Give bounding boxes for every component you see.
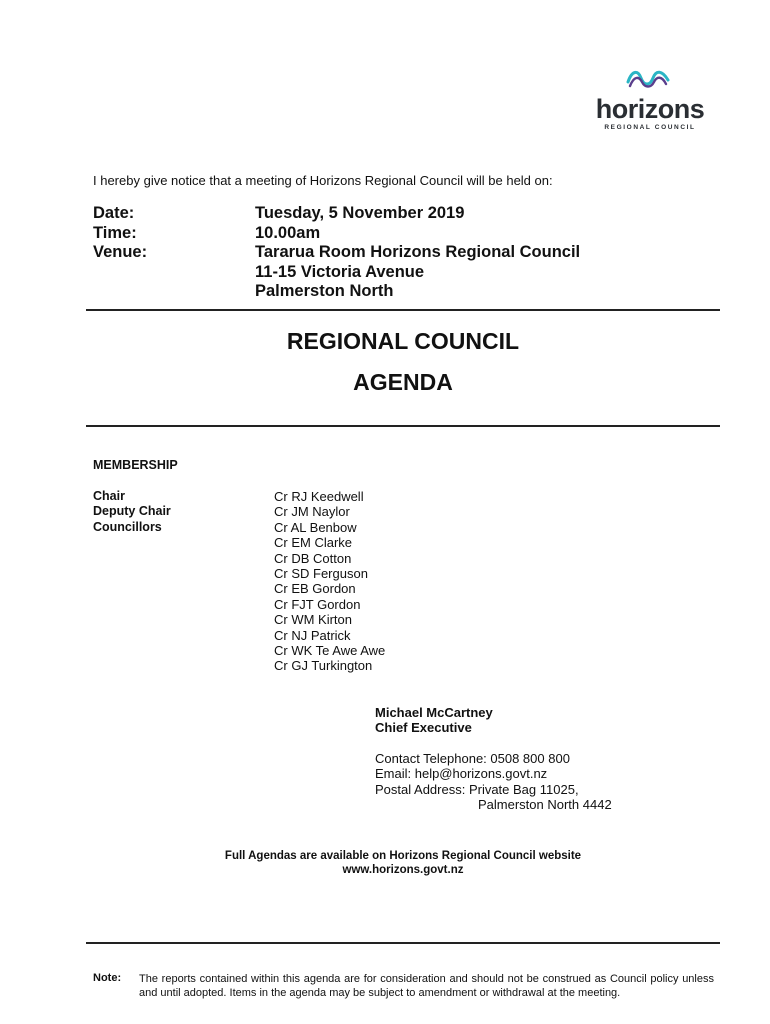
page-title: REGIONAL COUNCIL [286,328,520,354]
contact-telephone: Contact Telephone: 0508 800 800 [375,751,570,766]
note-label: Note: [93,972,122,984]
contact-email: Email: help@horizons.govt.nz [375,766,548,782]
chief-executive-block [375,705,493,736]
page-subtitle: AGENDA [353,369,453,395]
postal-address-city: Palmerston North 4442 [478,797,612,813]
wave-logo-icon [626,66,670,90]
list-item: Cr NJ Patrick [274,627,351,643]
ce-name: Michael McCartney [375,705,493,720]
venue-label: Venue: [93,243,148,261]
role-label: Councillors [93,519,162,534]
meeting-details [93,204,580,302]
role-label: Chair [93,489,125,503]
date-value: Tuesday, 5 November 2019 [255,204,465,222]
time-label: Time: [93,223,137,242]
note-text: The reports contained within this agenda are for consideration and should not be construed as Council policy unless and until adopted. Items in the agenda may be subject to amendment or withdrawal at the meeting. [139,973,714,999]
ce-title: Chief Executive [375,720,472,736]
list-item: Cr SD Ferguson [274,566,368,582]
list-item: Cr RJ Keedwell [274,489,364,504]
list-item: Cr WK Te Awe Awe [274,643,386,659]
membership-roles [93,489,171,535]
divider [86,309,720,311]
role-label: Deputy Chair [93,504,171,519]
list-item: Cr EM Clarke [274,535,353,551]
list-item: Cr GJ Turkington [274,658,373,674]
postal-address: Postal Address: Private Bag 11025, [375,781,579,797]
list-item: Cr FJT Gordon [274,596,361,612]
date-label: Date: [93,204,135,222]
divider [86,942,720,944]
logo-subtitle: REGIONAL COUNCIL [604,124,696,131]
list-item: Cr EB Gordon [274,581,356,597]
meeting-notice: I hereby give notice that a meeting of Horizons Regional Council will be held on: [93,173,553,188]
venue-line: Palmerston North [255,282,394,300]
list-item: Cr DB Cotton [274,550,352,566]
full-agendas-text: Full Agendas are available on Horizons Regional Council website [224,850,582,862]
full-agendas-notice [86,849,720,877]
time-value: 10.00am [255,223,321,242]
divider [86,425,720,427]
membership-heading: MEMBERSHIP [93,458,178,472]
venue-line: 11-15 Victoria Avenue [255,262,425,281]
list-item: Cr JM Naylor [274,504,350,520]
member-list [274,489,385,674]
horizons-logo [590,66,710,136]
list-item: Cr WM Kirton [274,612,352,628]
list-item: Cr AL Benbow [274,519,357,535]
contact-block [375,751,612,813]
venue-line: Tararua Room Horizons Regional Council [255,243,581,261]
logo-wordmark: horizons [595,94,705,124]
website-link[interactable]: www.horizons.govt.nz [342,864,464,876]
